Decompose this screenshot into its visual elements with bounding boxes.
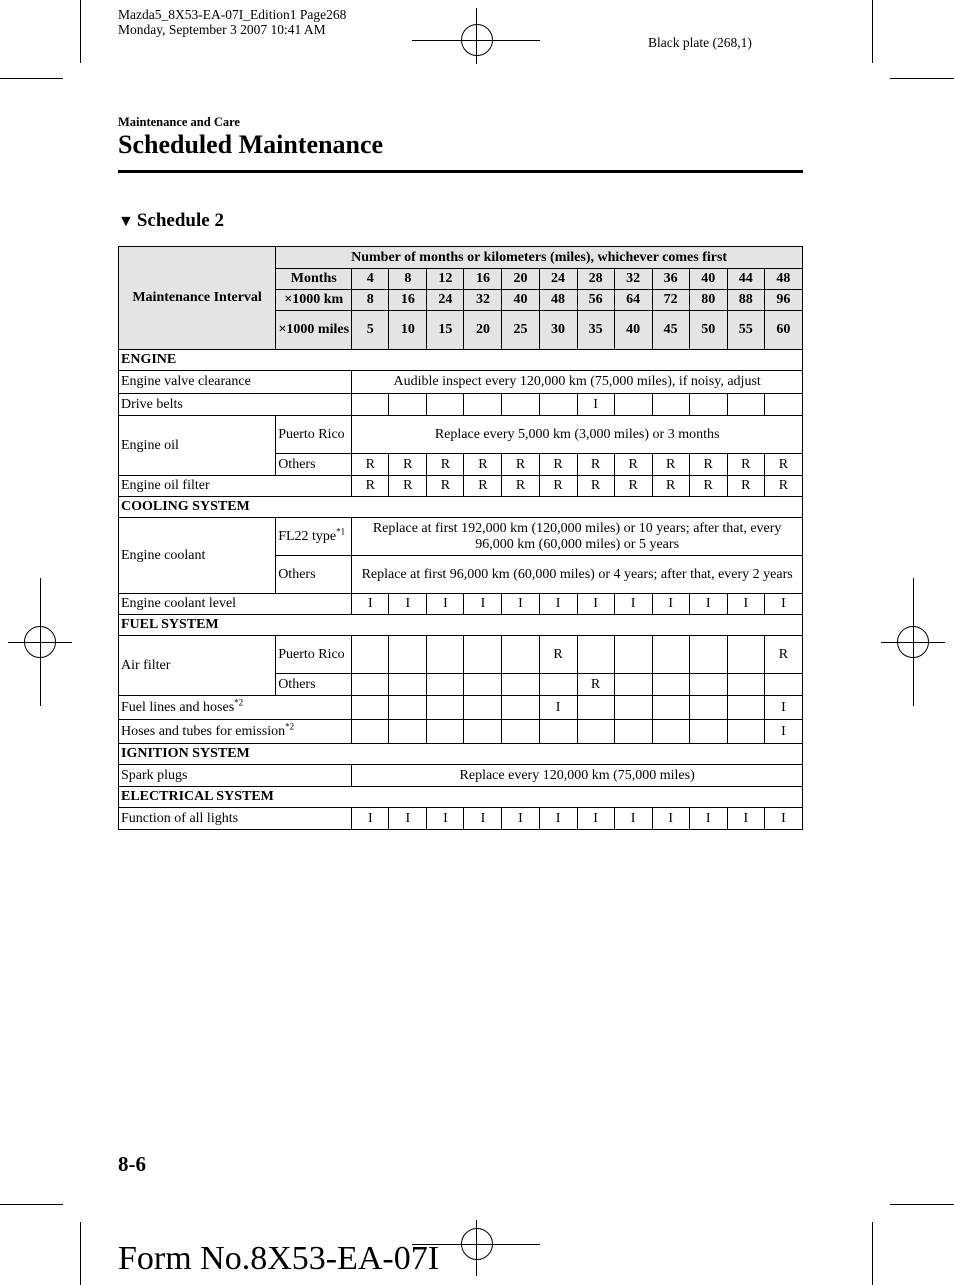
header-value: 16 — [464, 269, 502, 290]
table-row — [119, 594, 803, 615]
schedule-cell — [352, 696, 389, 720]
header-value: 20 — [464, 311, 502, 350]
header-value: 44 — [727, 269, 764, 290]
header-value: 4 — [352, 269, 389, 290]
row-label: Engine oil — [119, 416, 276, 476]
schedule-cell: I — [727, 594, 764, 615]
schedule-cell: I — [764, 696, 802, 720]
form-number: Form No.8X53-EA-07I — [118, 1240, 440, 1277]
header-value: 32 — [464, 290, 502, 311]
schedule-cell: R — [689, 454, 727, 476]
schedule-heading-text: Schedule 2 — [136, 210, 224, 231]
schedule-cell: I — [652, 808, 689, 830]
schedule-cell — [764, 674, 802, 696]
category-row — [119, 615, 803, 636]
header-value: 72 — [652, 290, 689, 311]
category-row — [119, 744, 803, 765]
schedule-cell — [539, 394, 577, 416]
category-row — [119, 497, 803, 518]
schedule-cell — [352, 720, 389, 744]
schedule-cell — [502, 696, 539, 720]
km-label: ×1000 km — [276, 290, 352, 311]
schedule-cell — [352, 636, 389, 674]
schedule-cell: R — [727, 454, 764, 476]
header-value: 48 — [539, 290, 577, 311]
table-row — [119, 765, 803, 787]
page-title: Scheduled Maintenance — [118, 130, 384, 159]
schedule-cell — [539, 720, 577, 744]
schedule-cell: I — [502, 808, 539, 830]
header-value: 10 — [389, 311, 427, 350]
schedule-cell — [427, 696, 464, 720]
header-value: 45 — [652, 311, 689, 350]
row-note: Audible inspect every 120,000 km (75,000 miles), if noisy, adjust — [352, 371, 803, 394]
sub-label: Others — [276, 674, 352, 696]
header-value: 5 — [352, 311, 389, 350]
header-value: 24 — [427, 290, 464, 311]
header-value: 24 — [539, 269, 577, 290]
header-value: 8 — [352, 290, 389, 311]
section-label: Maintenance and Care — [118, 115, 240, 129]
schedule-cell: R — [577, 674, 614, 696]
schedule-cell: I — [577, 594, 614, 615]
schedule-cell: I — [539, 696, 577, 720]
schedule-cell: R — [389, 454, 427, 476]
schedule-cell: R — [502, 476, 539, 497]
schedule-cell — [389, 636, 427, 674]
schedule-cell: R — [539, 454, 577, 476]
schedule-cell: R — [764, 476, 802, 497]
sub-label: Others — [276, 556, 352, 594]
row-label: Drive belts — [119, 394, 352, 416]
schedule-cell: R — [464, 454, 502, 476]
category-engine: ENGINE — [119, 350, 803, 371]
print-header-line1: Mazda5_8X53-EA-07I_Edition1 Page268 — [118, 7, 347, 22]
schedule-cell — [652, 394, 689, 416]
schedule-cell — [689, 674, 727, 696]
schedule-cell — [577, 720, 614, 744]
maintenance-table — [118, 246, 803, 830]
schedule-cell — [502, 674, 539, 696]
table-row — [119, 476, 803, 497]
schedule-cell — [464, 636, 502, 674]
schedule-cell — [464, 696, 502, 720]
schedule-cell: I — [427, 594, 464, 615]
header-value: 64 — [614, 290, 652, 311]
header-value: 25 — [502, 311, 539, 350]
schedule-cell — [502, 720, 539, 744]
schedule-cell: R — [652, 476, 689, 497]
schedule-cell: I — [464, 808, 502, 830]
header-value: 50 — [689, 311, 727, 350]
header-value: 32 — [614, 269, 652, 290]
schedule-cell: I — [389, 808, 427, 830]
sub-label — [276, 518, 352, 556]
schedule-cell — [539, 674, 577, 696]
schedule-cell — [389, 674, 427, 696]
fl22-label: FL22 type — [278, 528, 337, 544]
schedule-cell: I — [577, 394, 614, 416]
row-label: Spark plugs — [119, 765, 352, 787]
schedule-cell: R — [577, 454, 614, 476]
sub-label: Others — [276, 454, 352, 476]
schedule-cell — [464, 674, 502, 696]
table-row — [119, 808, 803, 830]
schedule-cell — [614, 394, 652, 416]
schedule-cell: R — [577, 476, 614, 497]
schedule-cell: R — [389, 476, 427, 497]
schedule-cell: I — [727, 808, 764, 830]
schedule-cell — [614, 720, 652, 744]
schedule-cell: R — [427, 454, 464, 476]
header-value: 55 — [727, 311, 764, 350]
header-value: 15 — [427, 311, 464, 350]
header-value: 16 — [389, 290, 427, 311]
row-note: Replace at first 96,000 km (60,000 miles) or 4 years; after that, every 2 years — [352, 556, 803, 594]
header-value: 88 — [727, 290, 764, 311]
header-value: 56 — [577, 290, 614, 311]
schedule-cell: R — [502, 454, 539, 476]
schedule-cell: I — [764, 808, 802, 830]
category-row — [119, 787, 803, 808]
schedule-cell — [727, 394, 764, 416]
schedule-cell: I — [614, 594, 652, 615]
schedule-cell: R — [352, 476, 389, 497]
header-value: 12 — [427, 269, 464, 290]
schedule-cell: R — [652, 454, 689, 476]
row-label — [119, 696, 352, 720]
schedule-cell — [464, 720, 502, 744]
schedule-cell: I — [764, 720, 802, 744]
row-label: Function of all lights — [119, 808, 352, 830]
schedule-cell — [352, 674, 389, 696]
schedule-cell — [502, 394, 539, 416]
category-cooling: COOLING SYSTEM — [119, 497, 803, 518]
table-row — [119, 518, 803, 556]
row-note: Replace every 120,000 km (75,000 miles) — [352, 765, 803, 787]
schedule-cell: R — [427, 476, 464, 497]
schedule-cell — [652, 636, 689, 674]
schedule-cell — [502, 636, 539, 674]
header-value: 40 — [502, 290, 539, 311]
schedule-cell — [427, 636, 464, 674]
schedule-cell: I — [652, 594, 689, 615]
schedule-cell: I — [352, 808, 389, 830]
schedule-cell: I — [577, 808, 614, 830]
schedule-cell — [689, 636, 727, 674]
header-value: 36 — [652, 269, 689, 290]
schedule-cell: I — [764, 594, 802, 615]
schedule-cell: R — [539, 636, 577, 674]
schedule-cell — [689, 720, 727, 744]
schedule-cell: I — [689, 808, 727, 830]
schedule-heading — [118, 210, 224, 232]
schedule-cell: I — [389, 594, 427, 615]
row-label: Engine valve clearance — [119, 371, 352, 394]
schedule-cell — [389, 720, 427, 744]
fuel-lines-label: Fuel lines and hoses — [121, 699, 235, 715]
schedule-cell: R — [727, 476, 764, 497]
header-value: 80 — [689, 290, 727, 311]
schedule-cell — [427, 394, 464, 416]
row-note: Replace at first 192,000 km (120,000 miles) or 10 years; after that, every 96,000 km (60,000 miles) or 5 years — [352, 518, 803, 556]
interval-header-cell: Maintenance Interval — [119, 247, 276, 350]
category-row — [119, 350, 803, 371]
header-value: 30 — [539, 311, 577, 350]
table-row — [119, 720, 803, 744]
row-label: Engine coolant — [119, 518, 276, 594]
triangle-down-icon: ▼ — [118, 213, 134, 230]
header-value: 40 — [614, 311, 652, 350]
schedule-cell — [652, 696, 689, 720]
header-value: 35 — [577, 311, 614, 350]
header-value: 96 — [764, 290, 802, 311]
schedule-cell: I — [539, 594, 577, 615]
schedule-cell: R — [352, 454, 389, 476]
header-value: 60 — [764, 311, 802, 350]
table-row — [119, 636, 803, 674]
schedule-cell — [652, 674, 689, 696]
schedule-cell — [764, 394, 802, 416]
row-label: Engine coolant level — [119, 594, 352, 615]
schedule-cell: I — [427, 808, 464, 830]
table-row — [119, 696, 803, 720]
months-label: Months — [276, 269, 352, 290]
schedule-cell: R — [464, 476, 502, 497]
schedule-cell: I — [502, 594, 539, 615]
header-value: 28 — [577, 269, 614, 290]
schedule-cell — [577, 636, 614, 674]
miles-label: ×1000 miles — [276, 311, 352, 350]
page-number: 8-6 — [118, 1152, 146, 1176]
schedule-cell — [427, 674, 464, 696]
schedule-cell: R — [614, 476, 652, 497]
emission-hoses-label: Hoses and tubes for emission — [121, 723, 286, 739]
header-value: 20 — [502, 269, 539, 290]
schedule-cell — [727, 636, 764, 674]
schedule-cell — [389, 394, 427, 416]
schedule-cell — [577, 696, 614, 720]
title-rule — [118, 170, 803, 173]
schedule-cell: I — [352, 594, 389, 615]
schedule-cell: R — [689, 476, 727, 497]
table-row — [119, 416, 803, 454]
schedule-cell: I — [689, 594, 727, 615]
sub-label: Puerto Rico — [276, 416, 352, 454]
schedule-cell: I — [614, 808, 652, 830]
schedule-cell — [727, 696, 764, 720]
schedule-cell — [614, 636, 652, 674]
table-row — [119, 394, 803, 416]
schedule-cell — [689, 696, 727, 720]
row-note: Replace every 5,000 km (3,000 miles) or 3 months — [352, 416, 803, 454]
footnote-marker: *2 — [285, 720, 295, 731]
span-header-cell: Number of months or kilometers (miles), whichever comes first — [276, 247, 803, 269]
schedule-cell: R — [614, 454, 652, 476]
footnote-marker: *2 — [234, 696, 244, 707]
schedule-cell — [464, 394, 502, 416]
schedule-cell — [352, 394, 389, 416]
schedule-cell — [727, 674, 764, 696]
schedule-cell — [689, 394, 727, 416]
row-label — [119, 720, 352, 744]
header-value: 40 — [689, 269, 727, 290]
schedule-cell — [727, 720, 764, 744]
category-electrical: ELECTRICAL SYSTEM — [119, 787, 803, 808]
schedule-cell: R — [539, 476, 577, 497]
plate-label: Black plate (268,1) — [648, 35, 752, 50]
table-row — [119, 371, 803, 394]
category-ignition: IGNITION SYSTEM — [119, 744, 803, 765]
category-fuel: FUEL SYSTEM — [119, 615, 803, 636]
schedule-cell: I — [464, 594, 502, 615]
sub-label: Puerto Rico — [276, 636, 352, 674]
schedule-cell: R — [764, 454, 802, 476]
schedule-cell — [427, 720, 464, 744]
schedule-cell — [614, 674, 652, 696]
schedule-cell: R — [764, 636, 802, 674]
table-header-row — [119, 247, 803, 269]
header-value: 48 — [764, 269, 802, 290]
header-value: 8 — [389, 269, 427, 290]
footnote-marker: *1 — [336, 525, 346, 536]
row-label: Air filter — [119, 636, 276, 696]
schedule-cell — [652, 720, 689, 744]
schedule-cell — [389, 696, 427, 720]
schedule-cell — [614, 696, 652, 720]
row-label: Engine oil filter — [119, 476, 352, 497]
print-header-line2: Monday, September 3 2007 10:41 AM — [118, 22, 326, 37]
schedule-cell: I — [539, 808, 577, 830]
